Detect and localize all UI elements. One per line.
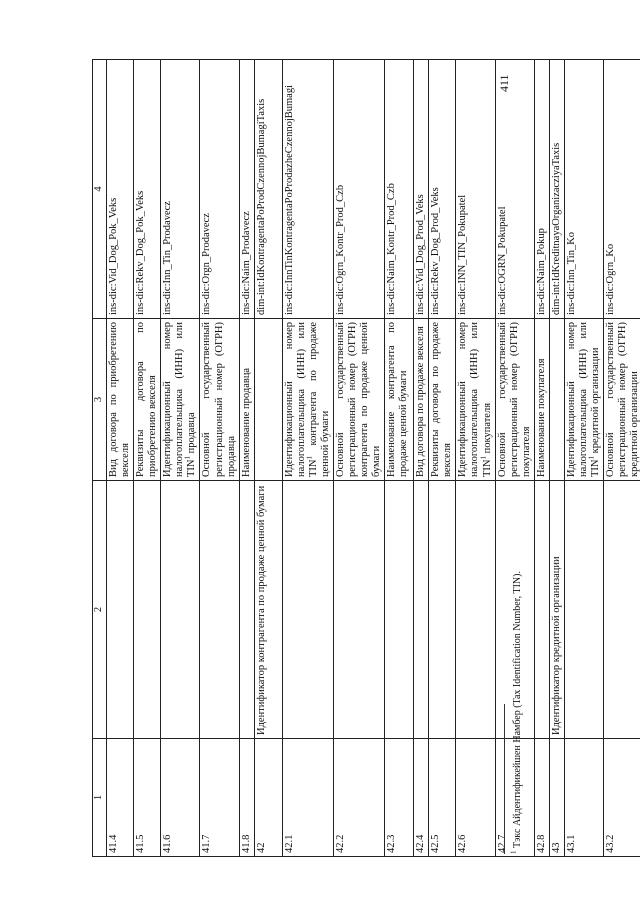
description-cell (200, 319, 239, 481)
identifier-name-cell (333, 481, 384, 739)
header-cell-1: 1 (93, 739, 107, 857)
description-text-tail: покупателя (481, 402, 493, 456)
table-row (604, 60, 640, 857)
description-cell (254, 319, 282, 481)
row-number-cell: 42.5 (429, 739, 456, 857)
description-text-tail: контрагента по продаже ценной бумаги (307, 322, 331, 477)
description-text: Наименование покупателя (535, 358, 547, 477)
description-cell (414, 319, 429, 481)
description-cell (534, 319, 549, 481)
identifier-name-cell (239, 481, 254, 739)
description-text: Основной государственный регистрационный номер (ОГРН) покупателя (496, 322, 532, 477)
row-number-cell: 42.2 (333, 739, 384, 857)
footnote-reference: 1 (587, 456, 596, 460)
row-number-cell: 41.5 (134, 739, 161, 857)
code-cell: ins-dic:Ogrn_Ko (604, 60, 640, 319)
row-number-cell: 42.7 (495, 739, 534, 857)
row-number-cell: 42.4 (414, 739, 429, 857)
table-row (549, 60, 564, 857)
description-cell (239, 319, 254, 481)
description-text: Реквизиты договора по продаже векселя (430, 322, 454, 477)
description-cell (549, 319, 564, 481)
table-row (239, 60, 254, 857)
identifier-name-cell: Идентификатор контрагента по продаже ценной бумаги (254, 481, 282, 739)
row-number-cell: 41.6 (161, 739, 200, 857)
description-cell (161, 319, 200, 481)
description-text: Реквизиты договора по приобретению векселя (135, 322, 159, 477)
code-cell: ins-dic:Rekv_Dog_Prod_Veks (429, 60, 456, 319)
identifier-name-cell (200, 481, 239, 739)
table-row (254, 60, 282, 857)
row-number-cell: 43.1 (564, 739, 603, 857)
row-number-cell: 42 (254, 739, 282, 857)
description-cell (282, 319, 333, 481)
row-number-cell: 43 (549, 739, 564, 857)
description-text-tail: продавца (186, 412, 198, 456)
description-cell (134, 319, 161, 481)
code-cell: ins-dic:Naim_Prodavecz (239, 60, 254, 319)
row-number-cell: 41.7 (200, 739, 239, 857)
description-text: Наименование контрагента по продаже ценной бумаги (386, 322, 410, 477)
row-number-cell: 43.2 (604, 739, 640, 857)
identifier-name-cell (414, 481, 429, 739)
identifier-name-cell: Идентификатор кредитной организации (549, 481, 564, 739)
page-number: 411 (497, 74, 511, 92)
table-row (414, 60, 429, 857)
identifier-name-cell (385, 481, 414, 739)
rotated-page-content (92, 62, 640, 862)
footnote-reference: 1 (183, 456, 192, 460)
identifier-name-cell (456, 481, 495, 739)
footnote (509, 254, 523, 854)
table-row (282, 60, 333, 857)
identifier-name-cell (134, 481, 161, 739)
identifier-name-cell (534, 481, 549, 739)
code-cell: ins-dic:Vid_Dog_Pok_Veks (107, 60, 134, 319)
code-cell: ins-dic:Naim_Kontr_Prod_Czb (385, 60, 414, 319)
description-cell (604, 319, 640, 481)
table-row (429, 60, 456, 857)
identifier-name-cell (564, 481, 603, 739)
table-row (107, 60, 134, 857)
identifier-name-cell (107, 481, 134, 739)
table-row (564, 60, 603, 857)
table-body (93, 60, 640, 857)
description-text: Вид договора по продаже векселя (415, 326, 427, 477)
identifier-name-cell (282, 481, 333, 739)
code-cell: ins-dic:Naim_Pokup (534, 60, 549, 319)
footnote-reference: 1 (479, 456, 487, 460)
description-cell (107, 319, 134, 481)
code-cell: ins-dic:Vid_Dog_Prod_Veks (414, 60, 429, 319)
identifier-name-cell (604, 481, 640, 739)
table-row (134, 60, 161, 857)
table-row (200, 60, 239, 857)
description-text: Основной государственный регистрационный номер (ОГРН) кредитной организации (605, 322, 640, 477)
identifier-name-cell (429, 481, 456, 739)
footnote-text: Тэкс Айдентификейшен Намбер (Tax Identification Number, TIN). (512, 571, 523, 851)
description-cell (456, 319, 495, 481)
code-cell: ins-dic:INN_TIN_Pokupatel (456, 60, 495, 319)
table-row (161, 60, 200, 857)
row-number-cell: 41.4 (107, 739, 134, 857)
description-cell (385, 319, 414, 481)
description-cell (564, 319, 603, 481)
header-cell-2: 2 (93, 481, 107, 739)
description-text: Основной государственный регистрационный номер (ОГРН) контрагента по продаже ценной бумаги (334, 322, 383, 477)
row-number-cell: 41.8 (239, 739, 254, 857)
description-text-tail: кредитной организации (590, 347, 601, 456)
header-cell-3: 3 (93, 319, 107, 481)
row-number-cell: 42.3 (385, 739, 414, 857)
table-header-row (93, 60, 107, 857)
description-text: Идентификационный номер налогоплательщика (ИНН) или TIN (162, 322, 198, 477)
identifier-name-cell (161, 481, 200, 739)
code-cell: ins-dic:OGRN_Pokupatel (495, 60, 534, 319)
row-number-cell: 42.6 (456, 739, 495, 857)
table-row (333, 60, 384, 857)
footnote-rule (504, 704, 505, 854)
table-row (385, 60, 414, 857)
code-cell: ins-dic:Ogrn_Kontr_Prod_Czb (333, 60, 384, 319)
code-cell: dim-int:IdKreditnayaOrganizacziyaTaxis (549, 60, 564, 319)
code-cell: ins-dic:Orgn_Prodavecz (200, 60, 239, 319)
description-text: Основной государственный регистрационный номер (ОГРН) продавца (201, 322, 237, 477)
code-cell: dim-int:IdKontragentaPoProdCzennojBumagiTaxis (254, 60, 282, 319)
code-cell: ins-dic:Inn_Tin_Ko (564, 60, 603, 319)
footnote-mark: 1 (509, 850, 518, 854)
table-row (534, 60, 549, 857)
description-text: Идентификационный номер налогоплательщика (ИНН) или TIN (283, 322, 319, 477)
code-cell: ins-dic:Inn_Tin_Prodavecz (161, 60, 200, 319)
data-table (92, 59, 640, 857)
description-cell (429, 319, 456, 481)
description-text: Вид договора по приобретению векселя (108, 322, 132, 477)
footnote-reference: 1 (305, 456, 314, 460)
description-cell (333, 319, 384, 481)
code-cell: ins-dic:InnTinKontragentaPoProdazheCzennojBumagi (282, 60, 333, 319)
description-text: Наименование продавца (240, 367, 252, 477)
row-number-cell: 42.8 (534, 739, 549, 857)
row-number-cell: 42.1 (282, 739, 333, 857)
code-cell: ins-dic:Rekv_Dog_Pok_Veks (134, 60, 161, 319)
description-text: Идентификационный номер налогоплательщика (ИНН) или TIN (457, 322, 493, 477)
table-row (456, 60, 495, 857)
description-text: Идентификационный номер налогоплательщика (ИНН) или TIN (565, 322, 601, 477)
header-cell-4: 4 (93, 60, 107, 319)
